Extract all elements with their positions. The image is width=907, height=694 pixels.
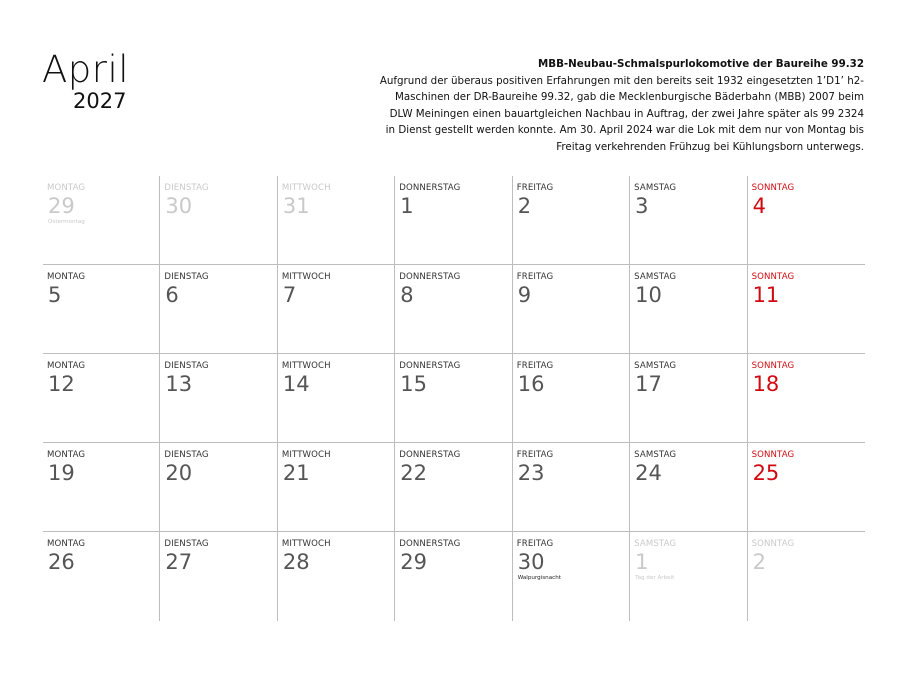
day-number: 15 [400, 372, 428, 396]
calendar-day-cell [43, 176, 160, 265]
caption-title: MBB-Neubau-Schmalspurlokomotive der Baureihe 99.32 [537, 58, 864, 70]
weekday-label: MONTAG [47, 361, 86, 371]
weekday-label: MITTWOCH [281, 539, 331, 549]
photo-caption [344, 56, 864, 156]
calendar-day-cell [43, 532, 160, 621]
day-number: 23 [517, 461, 545, 485]
weekday-label: MONTAG [47, 450, 86, 460]
day-number: 3 [635, 194, 649, 218]
calendar-day-cell [278, 354, 395, 443]
day-number: 2 [752, 550, 766, 574]
calendar-day-cell [630, 532, 747, 621]
calendar-day-cell [395, 354, 512, 443]
calendar-grid [43, 176, 865, 621]
weekday-label: SONNTAG [751, 361, 795, 371]
calendar-day-cell [748, 176, 865, 265]
calendar-day-cell [513, 532, 630, 621]
calendar-day-cell [513, 443, 630, 532]
calendar-day-cell [43, 265, 160, 354]
day-number: 1 [635, 550, 649, 574]
day-number: 12 [48, 372, 75, 396]
calendar-day-cell [160, 354, 277, 443]
calendar-day-cell [395, 176, 512, 265]
caption-line: Maschinen der DR-Baureihe 99.32, gab die Mecklenburgische Bäderbahn (MBB) 2007 beim [394, 91, 864, 104]
caption-line: Aufgrund der überaus positiven Erfahrungen mit den bereits seit 1932 eingesetzten 1’D1’ h2- [379, 74, 864, 87]
day-number: 30 [165, 194, 193, 218]
day-number: 7 [282, 283, 297, 307]
weekday-label: MONTAG [47, 183, 86, 193]
calendar-day-cell [395, 443, 512, 532]
day-number: 8 [400, 283, 414, 307]
calendar-day-cell [513, 265, 630, 354]
caption-line: DLW Meiningen einen bauartgleichen Nachbau in Auftrag, der zwei Jahre später als 99 2324 [389, 107, 864, 120]
day-number: 27 [165, 550, 193, 574]
weekday-label: SAMSTAG [634, 361, 677, 371]
calendar-day-cell [630, 443, 747, 532]
holiday-label: Tag der Arbeit [635, 575, 675, 581]
day-number: 30 [517, 550, 545, 574]
day-number: 9 [517, 283, 532, 307]
weekday-label: DIENSTAG [164, 539, 209, 549]
weekday-label: DONNERSTAG [399, 539, 461, 549]
day-number: 13 [165, 372, 193, 396]
calendar-day-cell [278, 443, 395, 532]
weekday-label: MONTAG [47, 539, 86, 549]
day-number: 18 [752, 372, 780, 396]
weekday-label: DIENSTAG [164, 450, 209, 460]
weekday-label: DIENSTAG [164, 183, 209, 193]
calendar-day-cell [395, 265, 512, 354]
weekday-label: MITTWOCH [281, 272, 331, 282]
day-number: 1 [400, 194, 414, 218]
day-number: 16 [517, 372, 545, 396]
weekday-label: FREITAG [516, 183, 554, 193]
calendar-day-cell [513, 354, 630, 443]
weekday-label: FREITAG [516, 361, 554, 371]
day-number: 31 [282, 194, 310, 218]
calendar-day-cell [160, 443, 277, 532]
calendar-day-cell [43, 443, 160, 532]
calendar-day-cell [513, 176, 630, 265]
weekday-label: MITTWOCH [281, 450, 331, 460]
day-number: 29 [400, 550, 428, 574]
weekday-label: DONNERSTAG [399, 272, 461, 282]
day-number: 4 [752, 194, 766, 218]
day-number: 10 [635, 283, 662, 307]
day-number: 20 [165, 461, 193, 485]
day-number: 28 [282, 550, 310, 574]
day-number: 17 [635, 372, 662, 396]
day-number: 29 [48, 194, 75, 218]
weekday-label: DIENSTAG [164, 361, 209, 371]
weekday-label: MITTWOCH [281, 361, 331, 371]
month-title: April [42, 48, 130, 91]
weekday-label: SAMSTAG [634, 539, 677, 549]
calendar-day-cell [278, 176, 395, 265]
weekday-label: DONNERSTAG [399, 361, 461, 371]
year-label: 2027 [73, 89, 127, 113]
day-number: 21 [282, 461, 310, 485]
calendar-day-cell [748, 532, 865, 621]
weekday-label: FREITAG [516, 450, 554, 460]
day-number: 25 [752, 461, 780, 485]
calendar-day-cell [395, 532, 512, 621]
day-number: 26 [48, 550, 75, 574]
weekday-label: MITTWOCH [281, 183, 331, 193]
day-number: 14 [282, 372, 310, 396]
day-number: 11 [752, 283, 780, 307]
caption-line: Freitag verkehrenden Frühzug bei Kühlungsborn unterwegs. [556, 140, 864, 153]
weekday-label: SONNTAG [751, 539, 795, 549]
calendar-day-cell [748, 265, 865, 354]
calendar-day-cell [278, 265, 395, 354]
calendar-day-cell [160, 176, 277, 265]
weekday-label: SAMSTAG [634, 183, 677, 193]
calendar-day-cell [630, 354, 747, 443]
weekday-label: SAMSTAG [634, 450, 677, 460]
weekday-label: FREITAG [516, 272, 554, 282]
calendar-day-cell [748, 443, 865, 532]
holiday-label: Ostermontag [48, 219, 85, 225]
weekday-label: SONNTAG [751, 183, 795, 193]
weekday-label: DONNERSTAG [399, 183, 461, 193]
weekday-label: SONNTAG [751, 272, 795, 282]
calendar-day-cell [160, 265, 277, 354]
holiday-label: Walpurgisnacht [517, 575, 561, 581]
weekday-label: SAMSTAG [634, 272, 677, 282]
weekday-label: MONTAG [47, 272, 86, 282]
day-number: 22 [400, 461, 428, 485]
caption-line: in Dienst gestellt werden konnte. Am 30. April 2024 war die Lok mit dem nur von Montag bis [385, 124, 864, 137]
calendar-day-cell [630, 176, 747, 265]
calendar-day-cell [630, 265, 747, 354]
day-number: 19 [48, 461, 75, 485]
weekday-label: SONNTAG [751, 450, 795, 460]
day-number: 6 [165, 283, 179, 307]
calendar-day-cell [43, 354, 160, 443]
day-number: 2 [517, 194, 532, 218]
calendar-day-cell [160, 532, 277, 621]
calendar-day-cell [278, 532, 395, 621]
calendar-day-cell [748, 354, 865, 443]
weekday-label: DIENSTAG [164, 272, 209, 282]
weekday-label: FREITAG [516, 539, 554, 549]
day-number: 24 [635, 461, 662, 485]
day-number: 5 [48, 283, 62, 307]
weekday-label: DONNERSTAG [399, 450, 461, 460]
